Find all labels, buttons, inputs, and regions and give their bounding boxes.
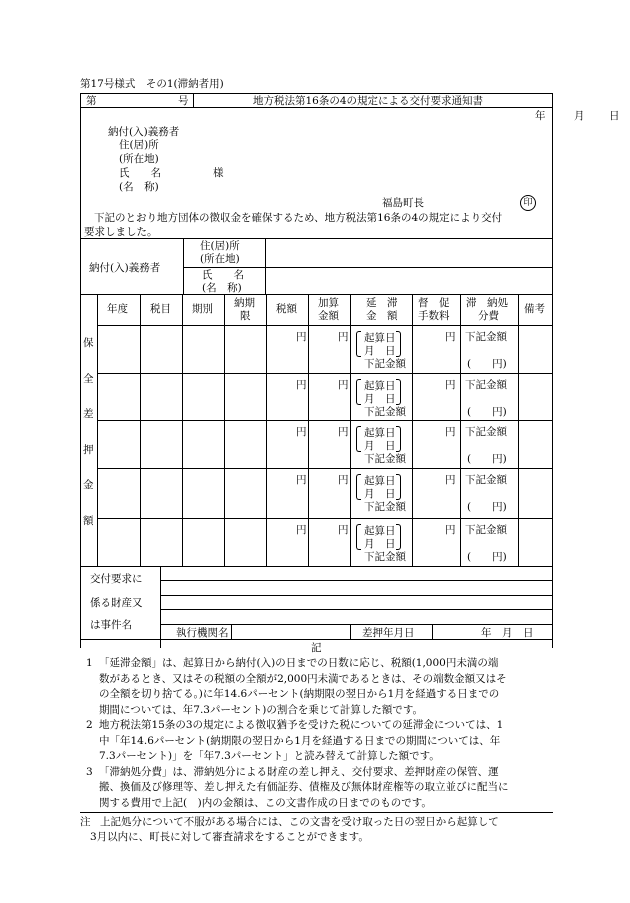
number-suffix: 号 <box>178 95 189 107</box>
tbl-v7 <box>412 294 413 566</box>
disp-paren-yen: ( 円) <box>467 501 507 513</box>
seizure-divider2 <box>432 624 433 639</box>
payer-name: 氏 名 <box>202 269 244 281</box>
hdr-disp1: 滞 納処 <box>466 297 508 309</box>
side-label-6: 額 <box>83 515 94 527</box>
footnote-label: 注 <box>80 816 91 828</box>
payer-address: 住(居)所 <box>200 240 240 252</box>
note-line: 期間については、年7.3パーセント)の割合を乗じて計算した額です。 <box>99 703 424 716</box>
bracket-right-icon <box>396 474 401 500</box>
title-divider <box>193 93 194 107</box>
hdr-item: 税目 <box>150 303 171 315</box>
disp-below-amount: 下記金額 <box>465 474 507 486</box>
hdr-due1: 納期 <box>234 297 255 309</box>
table-row-divider <box>97 468 553 469</box>
table-row-divider <box>97 420 553 421</box>
addressee-address: 住(居)所 <box>119 139 159 151</box>
disp-below-amount: 下記金額 <box>465 524 507 536</box>
tbl-v4 <box>266 294 267 566</box>
hdr-tax: 税額 <box>276 303 297 315</box>
delay-md: 月 日 <box>364 345 396 357</box>
note-line: 7.3パーセント)」を「年7.3パーセント」と読み替えて計算した額です。 <box>99 750 440 762</box>
delay-start: 起算日 <box>364 427 396 439</box>
bracket-left-icon <box>356 474 361 500</box>
hdr-note: 備考 <box>524 303 545 315</box>
tax-yen: 円 <box>296 524 307 536</box>
add-yen: 円 <box>338 331 349 343</box>
sender: 福島町長 <box>382 197 424 209</box>
delay-below-amount: 下記金額 <box>364 453 406 465</box>
footnote-line1: 上記処分について不服がある場合には、この文書を受け取った日の翌日から起算して <box>100 816 499 828</box>
hdr-fee1: 督 促 <box>418 297 450 309</box>
note-item <box>83 718 553 765</box>
hdr-due2: 限 <box>240 310 251 322</box>
form-id: 第17号様式 その1(滞納者用) <box>80 78 224 90</box>
intro-line2: 要求しました。 <box>84 226 158 238</box>
disp-paren-yen: ( 円) <box>467 358 507 370</box>
notes-header: 記 <box>311 642 322 654</box>
payer-divider1 <box>183 238 184 294</box>
hdr-year: 年度 <box>107 303 128 315</box>
delay-below-amount: 下記金額 <box>364 551 406 563</box>
add-yen: 円 <box>338 524 349 536</box>
note-number: 1 <box>86 657 93 669</box>
disp-below-amount: 下記金額 <box>465 426 507 438</box>
delay-below-amount: 下記金額 <box>364 501 406 513</box>
note-item <box>83 656 553 718</box>
title-bottom <box>80 107 553 108</box>
frame-right <box>552 93 553 648</box>
payer-mid <box>183 267 553 268</box>
hdr-period: 期別 <box>192 303 213 315</box>
hdr-disp2: 分費 <box>478 310 499 322</box>
tax-yen: 円 <box>296 379 307 391</box>
tax-yen: 円 <box>296 474 307 486</box>
side-label-4: 押 <box>83 444 94 456</box>
fee-yen: 円 <box>445 331 456 343</box>
delay-below-amount: 下記金額 <box>364 406 406 418</box>
bracket-right-icon <box>396 426 401 452</box>
tbl-v1 <box>140 294 141 566</box>
payer-label: 納付(入)義務者 <box>89 262 161 274</box>
fee-yen: 円 <box>445 524 456 536</box>
addressee-location: (所在地) <box>119 153 159 165</box>
disp-below-amount: 下記金額 <box>465 379 507 391</box>
date-day: 日 <box>609 110 620 122</box>
number-prefix: 第 <box>86 95 97 107</box>
note-line: 「滞納処分費」は、滞納処分による財産の差し押え、交付要求、差押財産の保管、運 <box>99 765 499 778</box>
note-line: 関する費用で上記( )内の金額は、この文書作成の日までのものです。 <box>99 796 432 809</box>
payer-location: (所在地) <box>200 253 240 265</box>
hdr-bottom <box>97 325 553 326</box>
property-line3 <box>160 609 553 610</box>
property-line1 <box>160 580 553 581</box>
add-yen: 円 <box>338 426 349 438</box>
delay-md: 月 日 <box>364 440 396 452</box>
disp-paren-yen: ( 円) <box>467 551 507 563</box>
property-label2: 係る財産又 <box>90 597 143 609</box>
bracket-right-icon <box>396 379 401 405</box>
property-divider <box>160 566 161 648</box>
note-line: 搬、換価及び修理等、差し押えた有価証券、債権及び無体財産権等の取立並びに配当に <box>99 781 509 793</box>
date-month: 月 <box>574 110 585 122</box>
side-label-1: 保 <box>83 337 94 349</box>
notes-list <box>83 656 553 811</box>
disp-paren-yen: ( 円) <box>467 453 507 465</box>
table-row-divider <box>97 373 553 374</box>
hdr-add1: 加算 <box>318 297 339 309</box>
tbl-v9 <box>518 294 519 566</box>
bracket-right-icon <box>396 524 401 550</box>
tbl-v8 <box>460 294 461 566</box>
delay-start: 起算日 <box>364 380 396 392</box>
tbl-v2 <box>182 294 183 566</box>
bracket-left-icon <box>356 379 361 405</box>
property-label1: 交付要求に <box>90 573 143 585</box>
notes-bottom <box>80 812 553 813</box>
frame-left <box>80 93 81 648</box>
intro-line1: 下記のとおり地方団体の徴収金を確保するため、地方税法第16条の4の規定により交付 <box>94 212 503 224</box>
tbl-v3 <box>224 294 225 566</box>
addressee-sama: 様 <box>213 167 224 179</box>
frame-top <box>80 93 553 94</box>
property-label3: は事件名 <box>90 619 132 631</box>
hdr-delay2: 金 額 <box>366 310 398 322</box>
tbl-v6 <box>350 294 351 566</box>
bracket-left-icon <box>356 426 361 452</box>
seizure-date-value: 年 月 日 <box>481 627 534 639</box>
note-line: 中「年14.6パーセント(納期限の翌日から1月を経過する日までの期間については、年 <box>99 734 501 747</box>
delay-md: 月 日 <box>364 393 396 405</box>
payer-divider2 <box>265 238 266 294</box>
tbl-v5 <box>308 294 309 566</box>
addressee-name: 氏 名 <box>119 167 161 179</box>
footnote-line2: 3月以内に、町長に対して審査請求をすることができます。 <box>90 831 369 843</box>
document-title: 地方税法第16条の4の規定による交付要求通知書 <box>253 95 484 107</box>
bracket-right-icon <box>396 331 401 357</box>
note-line: 「延滞金額」は、起算日から納付(入)の日までの日数に応じ、税額(1,000円未満の端 <box>99 657 499 669</box>
tax-yen: 円 <box>296 426 307 438</box>
date-year: 年 <box>535 110 546 122</box>
delay-start: 起算日 <box>364 475 396 487</box>
seal-icon: 印 <box>520 195 536 211</box>
table-bottom <box>80 566 553 567</box>
disp-paren-yen: ( 円) <box>467 406 507 418</box>
note-line: の全額を切り捨てる。)に年14.6パーセント(納期限の翌日から1月を経過する日までの <box>99 688 500 700</box>
side-label-2: 全 <box>83 373 94 385</box>
payer-name2: (名 称) <box>202 282 242 294</box>
hdr-add2: 金額 <box>318 310 339 322</box>
add-yen: 円 <box>338 379 349 391</box>
delay-md: 月 日 <box>364 488 396 500</box>
bracket-left-icon <box>356 524 361 550</box>
fee-yen: 円 <box>445 474 456 486</box>
seizure-date-label: 差押年月日 <box>362 627 415 639</box>
seizure-divider1 <box>350 624 351 639</box>
property-bottom <box>80 639 553 640</box>
delay-below-amount: 下記金額 <box>364 358 406 370</box>
addressee-label: 納付(入)義務者 <box>108 126 180 138</box>
delay-md: 月 日 <box>364 538 396 550</box>
exec-agency-label: 執行機関名 <box>176 627 229 639</box>
note-number: 3 <box>86 765 93 778</box>
note-number: 2 <box>86 719 93 731</box>
disp-below-amount: 下記金額 <box>465 331 507 343</box>
add-yen: 円 <box>338 474 349 486</box>
payer-bottom <box>80 294 553 295</box>
side-label-5: 金 <box>83 479 94 491</box>
side-label-3: 差 <box>83 408 94 420</box>
delay-start: 起算日 <box>364 332 396 344</box>
table-row-divider <box>97 518 553 519</box>
hdr-delay1: 延 滞 <box>366 297 398 309</box>
bracket-left-icon <box>356 331 361 357</box>
fee-yen: 円 <box>445 426 456 438</box>
fee-yen: 円 <box>445 379 456 391</box>
exec-agency-divider <box>231 624 232 639</box>
property-line4 <box>160 624 553 625</box>
hdr-fee2: 手数料 <box>418 310 450 322</box>
addressee-name2: (名 称) <box>119 181 159 193</box>
note-item <box>83 765 553 812</box>
note-line: 数があるとき、又はその税額の全額が2,000円未満であるときは、その端数金額又はそ <box>99 672 507 685</box>
intro-bottom <box>80 238 553 239</box>
tax-yen: 円 <box>296 331 307 343</box>
property-line2 <box>160 595 553 596</box>
delay-start: 起算日 <box>364 525 396 537</box>
note-line: 地方税法第15条の3の規定による徴収猶予を受けた税についての延滞金については、1 <box>99 719 504 731</box>
tbl-v-side <box>97 294 98 566</box>
